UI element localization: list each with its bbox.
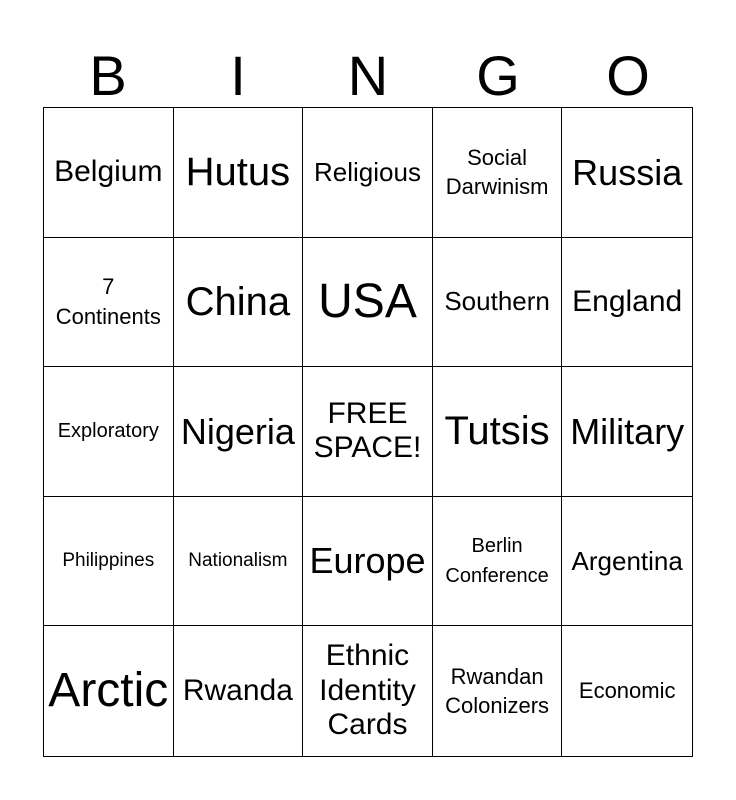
cell-text: Economic [578, 678, 676, 704]
header-letter-i: I [230, 44, 246, 107]
bingo-cell[interactable] [562, 367, 692, 497]
cell-text: China [185, 279, 291, 324]
cell-text: Social Darwinism [445, 144, 549, 200]
bingo-cell[interactable] [44, 367, 174, 497]
bingo-cell[interactable] [562, 497, 692, 627]
cell-text: Religious [314, 156, 421, 187]
bingo-cell[interactable] [174, 238, 304, 368]
cell-text: Berlin Conference [445, 535, 549, 588]
bingo-cell[interactable] [562, 626, 692, 756]
cell-text: Philippines [62, 549, 155, 571]
free-space-cell[interactable] [303, 367, 433, 497]
bingo-cell[interactable] [174, 497, 304, 627]
cell-text: Belgium [54, 155, 163, 189]
bingo-cell[interactable] [174, 626, 304, 756]
cell-text: Tutsis [444, 409, 550, 454]
cell-text: Rwanda [182, 673, 293, 707]
cell-text: Nigeria [180, 410, 295, 452]
cell-text: USA [318, 274, 417, 328]
bingo-cell[interactable] [44, 497, 174, 627]
header-letter-g: G [476, 44, 520, 107]
bingo-cell[interactable] [174, 108, 304, 238]
cell-text: Exploratory [57, 420, 159, 443]
cell-text: Europe [309, 540, 426, 582]
bingo-header [43, 44, 693, 108]
bingo-cell[interactable] [433, 497, 563, 627]
bingo-cell[interactable] [433, 238, 563, 368]
cell-text: England [572, 284, 683, 318]
cell-text: 7 Continents [55, 274, 161, 329]
bingo-cell[interactable] [433, 626, 563, 756]
bingo-cell[interactable] [562, 238, 692, 368]
cell-text: Arctic [48, 664, 169, 717]
bingo-cell[interactable] [44, 108, 174, 238]
bingo-board [43, 107, 693, 757]
cell-text: Military [570, 410, 685, 452]
bingo-cell[interactable] [433, 367, 563, 497]
bingo-cell[interactable] [44, 626, 174, 756]
bingo-cell[interactable] [303, 626, 433, 756]
bingo-cell[interactable] [303, 108, 433, 238]
cell-text: Ethnic Identity Cards [319, 639, 416, 742]
header-letter-o: O [606, 44, 650, 107]
cell-text: Nationalism [188, 549, 288, 571]
header-letter-n: N [347, 44, 389, 107]
cell-text: Southern [444, 286, 550, 317]
bingo-cell[interactable] [303, 238, 433, 368]
cell-text: FREE SPACE! [313, 396, 422, 465]
cell-text: Russia [572, 151, 683, 193]
header-letter-b: B [89, 44, 127, 107]
bingo-cell[interactable] [562, 108, 692, 238]
cell-text: Hutus [185, 150, 291, 195]
cell-text: Rwandan Colonizers [445, 663, 550, 719]
bingo-cell[interactable] [433, 108, 563, 238]
bingo-cell[interactable] [44, 238, 174, 368]
bingo-cell[interactable] [174, 367, 304, 497]
cell-text: Argentina [571, 545, 683, 576]
bingo-cell[interactable] [303, 497, 433, 627]
